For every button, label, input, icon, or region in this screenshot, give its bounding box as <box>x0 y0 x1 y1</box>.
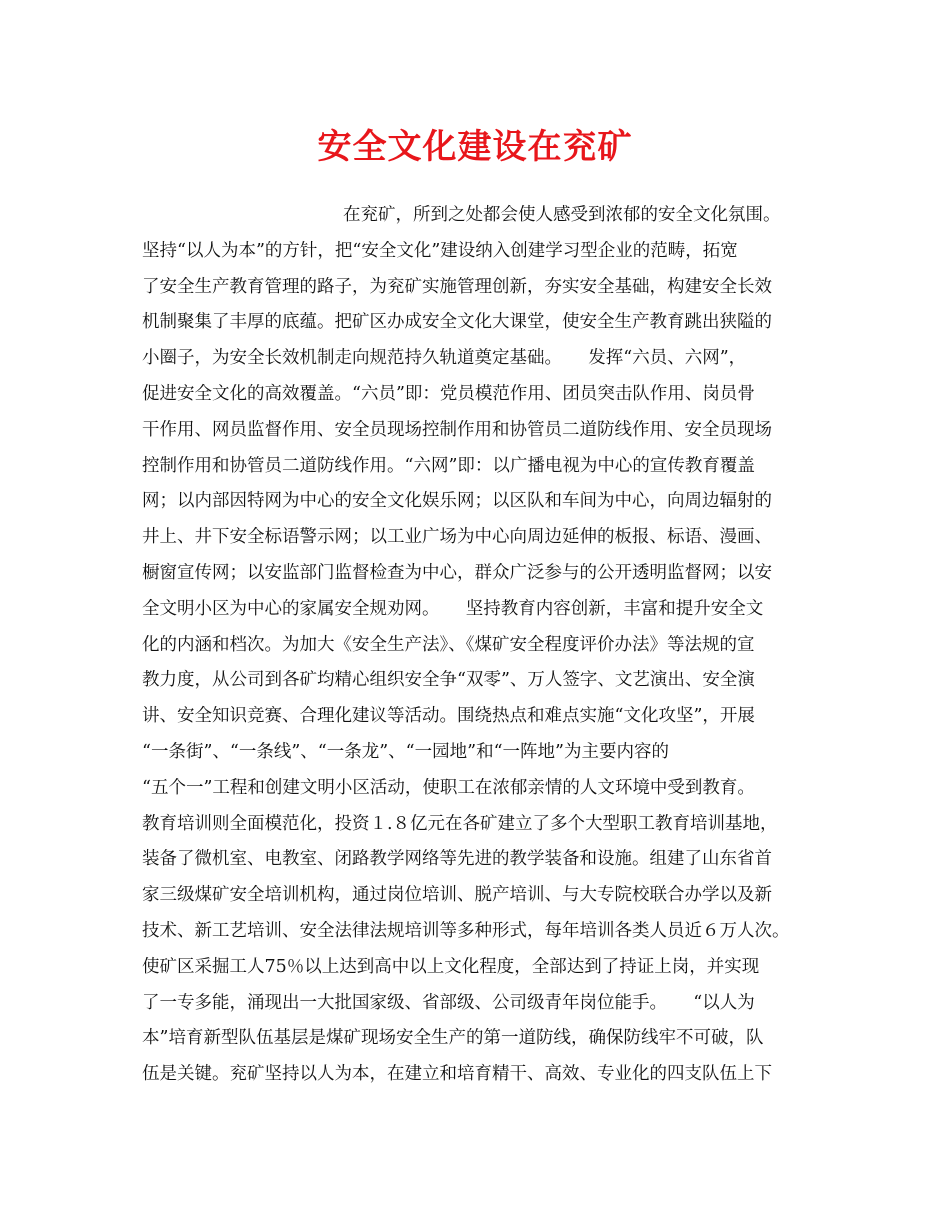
body-line: 在兖矿，所到之处都会使人感受到浓郁的安全文化氛围。 <box>343 205 781 225</box>
body-line: 干作用、网员监督作用、安全员现场控制作用和协管员二道防线作用、安全员现场 <box>142 419 772 440</box>
body-line: 坚持“以人为本”的方针，把“安全文化”建设纳入创建学习型企业的范畴，拓宽 <box>142 240 738 261</box>
body-line: 井上、井下安全标语警示网；以工业广场为中心向周边延伸的板报、标语、漫画、 <box>142 527 772 548</box>
body-line: 本”培育新型队伍基层是煤矿现场安全生产的第一道防线，确保防线牢不可破，队 <box>142 1028 764 1049</box>
body-line: 讲、安全知识竞赛、合理化建议等活动。围绕热点和难点实施“文化攻坚”，开展 <box>142 706 755 727</box>
body-line: 机制聚集了丰厚的底蕴。把矿区办成安全文化大课堂，使安全生产教育跳出狭隘的 <box>142 312 772 333</box>
body-line: 化的内涵和档次。为加大《安全生产法》、《煤矿安全程度评价办法》等法规的宣 <box>142 634 755 655</box>
body-line: 装备了微机室、电教室、闭路教学网络等先进的教学装备和设施。组建了山东省首 <box>142 849 772 870</box>
article-body <box>142 198 810 1093</box>
body-line: 技术、新工艺培训、安全法律法规培训等多种形式，每年培训各类人员近６万人次。 <box>142 920 790 941</box>
body-line: 橱窗宣传网；以安监部门监督检查为中心，群众广泛参与的公开透明监督网；以安 <box>142 562 772 583</box>
body-line: 家三级煤矿安全培训机构，通过岗位培训、脱产培训、与大专院校联合办学以及新 <box>142 885 772 906</box>
body-line: 教力度，从公司到各矿均精心组织安全争“双零”、万人签字、文艺演出、安全演 <box>142 670 755 691</box>
body-line: 使矿区采掘工人75％以上达到高中以上文化程度，全部达到了持证上岗，并实现 <box>142 956 760 977</box>
body-line: 全文明小区为中心的家属安全规劝网。 坚持教育内容创新，丰富和提升安全文 <box>142 598 764 619</box>
body-line: 教育培训则全面模范化，投资１.８亿元在各矿建立了多个大型职工教育培训基地， <box>142 813 778 834</box>
page-title: 安全文化建设在兖矿 <box>317 127 633 167</box>
body-line: 促进安全文化的高效覆盖。“六员”即：党员模范作用、团员突击队作用、岗员骨 <box>142 383 755 404</box>
body-line: 控制作用和协管员二道防线作用。“六网”即：以广播电视为中心的宣传教育覆盖 <box>142 455 755 476</box>
body-line: 了一专多能，涌现出一大批国家级、省部级、公司级青年岗位能手。 “以人为 <box>142 992 755 1013</box>
body-line: 了安全生产教育管理的路子，为兖矿实施管理创新，夯实安全基础，构建安全长效 <box>142 276 772 297</box>
body-line: “一条街”、“一条线”、“一条龙”、“一园地”和“一阵地”为主要内容的 <box>142 741 669 762</box>
body-line: 伍是关键。兖矿坚持以人为本，在建立和培育精干、高效、专业化的四支队伍上下 <box>142 1064 772 1085</box>
body-line: “五个一”工程和创建文明小区活动，使职工在浓郁亲情的人文环境中受到教育。 <box>142 777 755 798</box>
body-line: 小圈子，为安全长效机制走向规范持久轨道奠定基础。 发挥“六员、六网”， <box>142 348 747 369</box>
body-line: 网；以内部因特网为中心的安全文化娱乐网；以区队和车间为中心，向周边辐射的 <box>142 491 772 512</box>
